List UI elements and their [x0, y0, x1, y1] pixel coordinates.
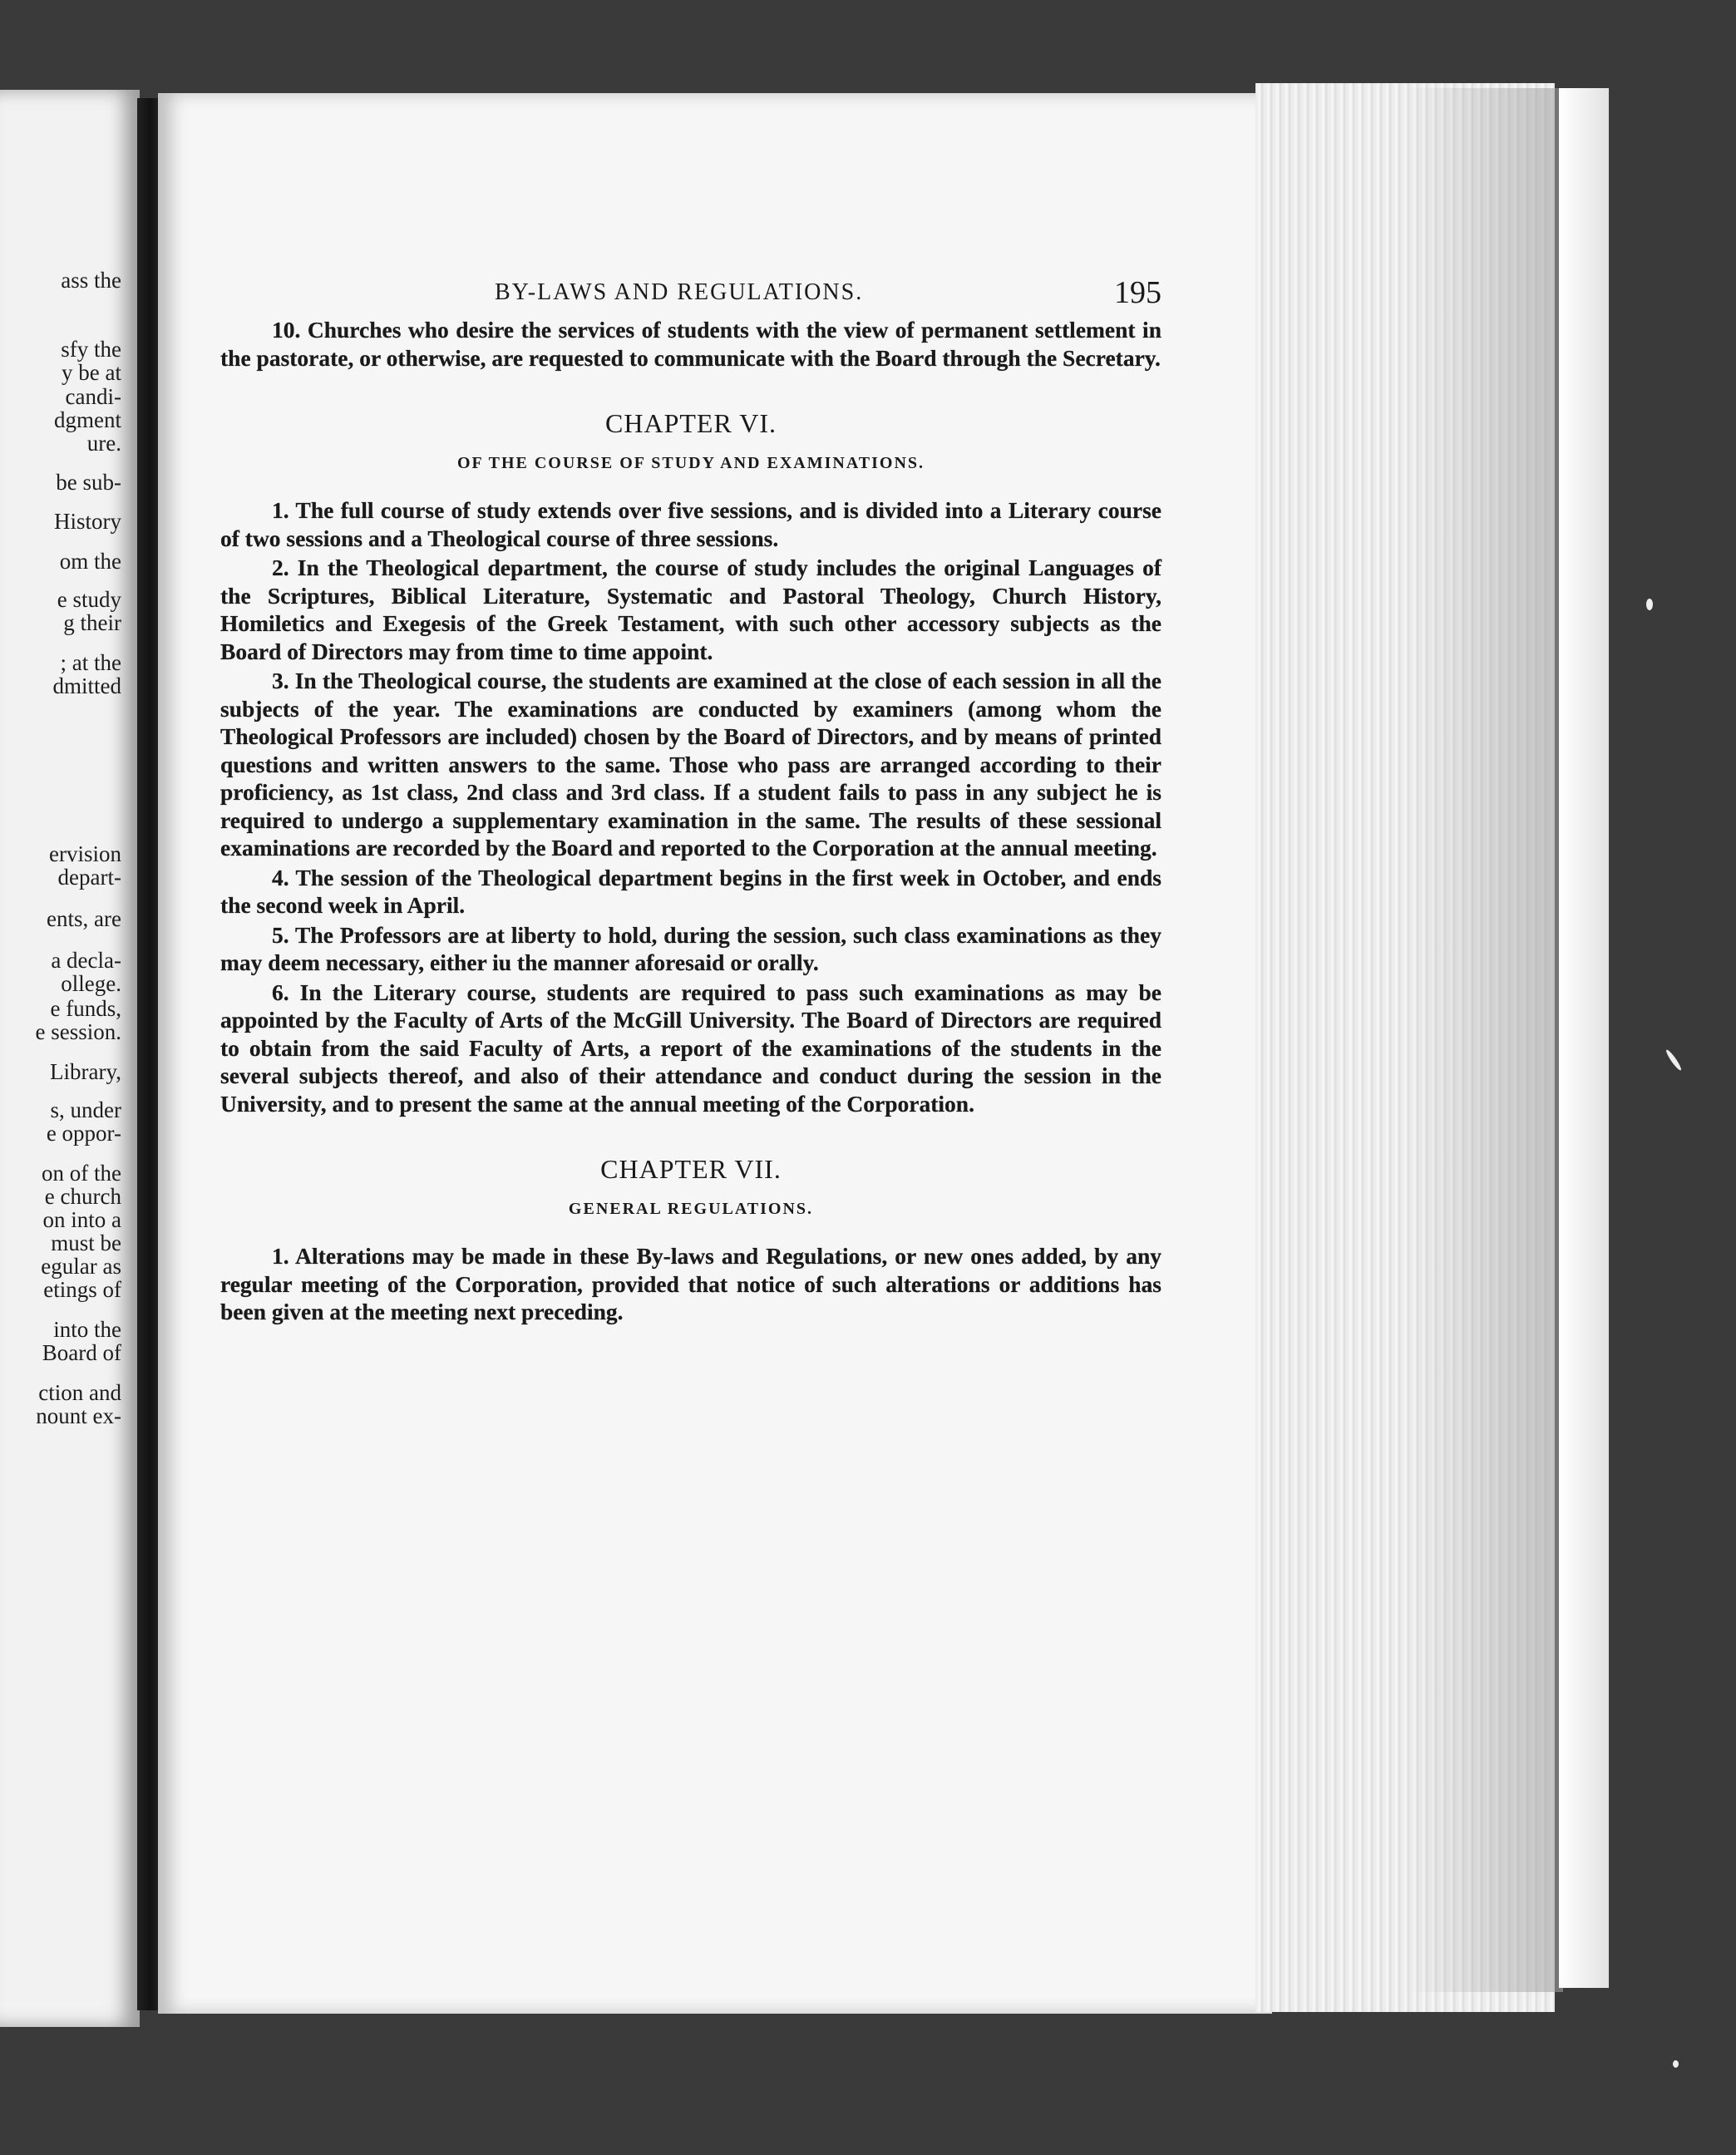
- paragraph: 3. In the Theological course, the students are examined at the close of each session in all the subjects of the year. The examinations are conducted by examiners (among whom the Theological Professors are included) chosen by the Board of Directors, and by means of printed questions and written answers to the same. Those who pass are arranged according to their proficiency, as 1st class, 2nd class and 3rd class. If a student fails to pass in any subject he is required to undergo a supplementary examination in the same. The results of these sessional examinations are recorded by the Board and reported to the Corporation at the annual meeting.: [220, 668, 1161, 861]
- left-page-fragment: egular as: [41, 1254, 121, 1279]
- left-page-fragment: nount ex-: [36, 1403, 121, 1428]
- left-page-fragment: depart-: [57, 865, 121, 890]
- paragraph: 2. In the Theological department, the course of study includes the original Languages of the Scriptures, Biblical Literature, Systematic and Pastoral Theology, Church History, Homiletics and Exegesis of the Greek Testament, with such other accessory subjects as the Board of Directors may from time to time appoint.: [220, 555, 1161, 664]
- left-page-fragment: ction and: [38, 1380, 121, 1405]
- chapter-subtitle: OF THE COURSE OF STUDY AND EXAMINATIONS.: [456, 454, 925, 472]
- chapter-title: CHAPTER VII.: [600, 1154, 782, 1184]
- dust-speck: [1664, 1048, 1683, 1072]
- paragraph: 1. Alterations may be made in these By-laws and Regulations, or new ones added, by any regular meeting of the Corporation, provided that notice of such alterations or additions has been given at the meeting next preceding.: [220, 1243, 1161, 1324]
- left-page-fragment: be sub-: [56, 470, 121, 495]
- left-page-fragment: e session.: [35, 1019, 121, 1044]
- left-page-fragment: ; at the: [60, 650, 121, 675]
- left-page-fragment: y be at: [62, 360, 121, 385]
- chapter-vii: [220, 1154, 1161, 1326]
- left-page-fragment: ure.: [86, 431, 121, 456]
- running-title: BY-LAWS AND REGULATIONS.: [495, 279, 864, 305]
- left-page-fragment: ents, are: [47, 906, 121, 931]
- paragraph: 5. The Professors are at liberty to hold, during the session, such class examinations as they may deem necessary, either iu the manner aforesaid or orally.: [220, 921, 1161, 975]
- left-page-fragment: sfy the: [61, 337, 121, 362]
- page-edges-shadow: [1405, 88, 1563, 1992]
- left-page-fragment: om the: [59, 549, 121, 574]
- left-page-fragment: etings of: [43, 1277, 121, 1302]
- left-page-fragment: History: [54, 509, 121, 534]
- left-page-fragment: ervision: [49, 841, 121, 866]
- left-page-fragment: e oppor-: [46, 1121, 121, 1146]
- left-page-fragment: ass the: [61, 268, 121, 293]
- page-number: 195: [1114, 275, 1161, 310]
- left-page-fragment: on of the: [42, 1161, 121, 1186]
- paragraph: 6. In the Literary course, students are required to pass such examinations as may be appointed by the Faculty of Arts of the McGill University. The Board of Directors are required to obtain from the said Faculty of Arts, a report of the examinations of the students in the several subjects thereof, and also of their attendance and conduct during the session in the University, and to present the same at the annual meeting of the Corporation.: [220, 979, 1161, 1117]
- left-page-fragment: dgment: [54, 407, 121, 432]
- paragraph-10-churches: 10. Churches who desire the services of students with the view of permanent settlement in the pastorate, or otherwise, are requested to communicate with the Board through the Secretary.: [220, 317, 1161, 371]
- left-facing-page: [0, 90, 140, 2027]
- left-page-fragment: ollege.: [61, 971, 121, 996]
- running-head: [220, 274, 1161, 316]
- left-page-fragment: e funds,: [50, 996, 121, 1021]
- left-page-fragment: Library,: [50, 1059, 121, 1084]
- left-page-fragment: e study: [57, 587, 121, 612]
- chapter-vi: [220, 408, 1161, 1117]
- page-text-column: [220, 274, 1161, 1328]
- left-page-fragment: must be: [51, 1230, 121, 1255]
- left-page-fragment: into the: [53, 1317, 121, 1342]
- left-page-fragment: g their: [63, 610, 121, 635]
- dust-speck: [1673, 2060, 1679, 2068]
- paragraph: 1. The full course of study extends over five sessions, and is divided into a Literary course of two sessions and a Theological course of three sessions.: [220, 497, 1161, 551]
- left-page-fragment: on into a: [42, 1207, 121, 1232]
- left-page-fragment: a decla-: [51, 948, 121, 973]
- left-page-fragment: dmitted: [52, 673, 121, 698]
- chapter-title: CHAPTER VI.: [605, 408, 777, 438]
- dust-speck: [1646, 599, 1653, 610]
- left-page-fragment: Board of: [42, 1340, 121, 1365]
- page-edge-strip: [1559, 88, 1609, 1988]
- chapter-subtitle: GENERAL REGULATIONS.: [568, 1200, 814, 1218]
- left-page-fragment: e church: [44, 1184, 121, 1209]
- left-page-fragment: s, under: [50, 1097, 121, 1122]
- left-page-fragment: candi-: [65, 384, 121, 409]
- paragraph: 4. The session of the Theological department begins in the first week in October, and ends the second week in April.: [220, 864, 1161, 918]
